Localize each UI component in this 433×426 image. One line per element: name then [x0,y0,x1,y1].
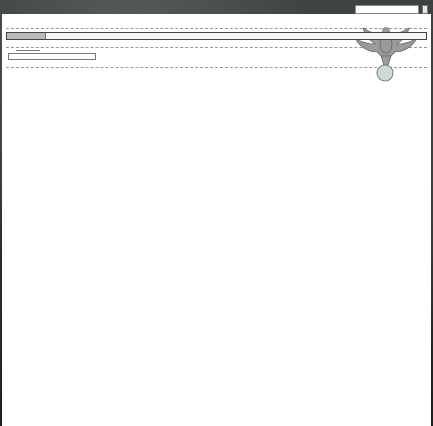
cheat-meter-fill [7,33,46,39]
submit-button[interactable] [422,5,428,14]
player-name-input[interactable] [355,5,419,14]
categories-header-cell [36,50,40,51]
cheat-meter-bar [6,32,427,40]
categories-header-row [16,50,40,51]
categories-table [16,50,40,51]
bbcode-input[interactable] [8,53,96,60]
stats-panel [2,14,431,426]
